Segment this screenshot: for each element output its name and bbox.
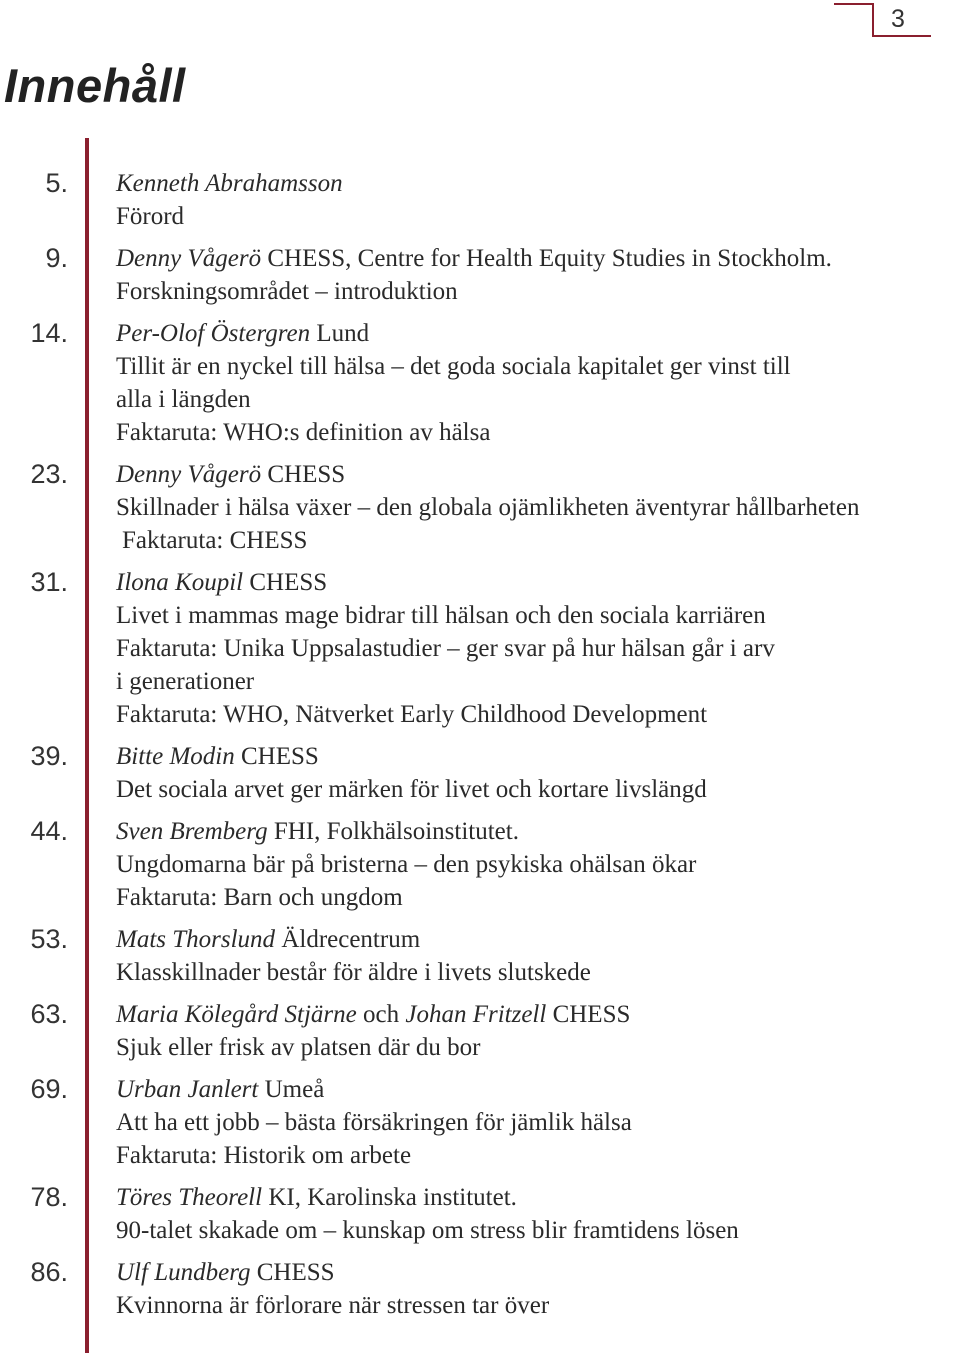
frame-top-line <box>834 3 872 5</box>
page-title: Innehåll <box>4 59 186 112</box>
author-name: Ilona Koupil <box>116 569 244 596</box>
author-name: Bitte Modin <box>116 743 235 770</box>
toc-factbox-line: Faktaruta: CHESS <box>122 527 308 554</box>
author-name: Johan Fritzell <box>405 1001 547 1028</box>
toc-page-number: 31. <box>30 567 68 597</box>
toc-entry-body <box>116 998 960 1064</box>
toc-factbox-line: Faktaruta: Unika Uppsalastudier – ger svar på hur hälsan går i arv <box>116 635 775 662</box>
toc-chapter-title: 90-talet skakade om – kunskap om stress blir framtidens lösen <box>116 1217 739 1244</box>
toc-entry-body <box>116 923 960 989</box>
toc-chapter-title: alla i längden <box>116 386 251 413</box>
toc-page-number: 5. <box>45 168 68 198</box>
author-affiliation: Lund <box>310 320 370 347</box>
author-affiliation: FHI, Folkhälsoinstitutet. <box>267 818 519 845</box>
toc-factbox-line: Faktaruta: Barn och ungdom <box>116 884 403 911</box>
toc-author-line <box>116 167 960 200</box>
toc-chapter-title: Forskningsområdet – introduktion <box>116 278 458 305</box>
toc-factbox-line: Faktaruta: WHO:s definition av hälsa <box>116 419 491 446</box>
author-name: Denny Vågerö <box>116 245 262 272</box>
toc-chapter-title: Att ha ett jobb – bästa försäkringen för jämlik hälsa <box>116 1109 632 1136</box>
toc-entry-body <box>116 1256 960 1322</box>
author-name: Ulf Lundberg <box>116 1259 251 1286</box>
toc-chapter-title: Klasskillnader består för äldre i livets slutskede <box>116 959 591 986</box>
toc-page-number: 39. <box>30 741 68 771</box>
margin-rule <box>85 138 89 1353</box>
author-name: Urban Janlert <box>116 1076 259 1103</box>
author-affiliation: CHESS <box>546 1001 631 1028</box>
frame-bottom-line <box>872 35 931 37</box>
toc-entry-body <box>116 167 960 233</box>
toc-author-line <box>116 458 960 491</box>
toc-page-number: 14. <box>30 318 68 348</box>
toc-page-number: 23. <box>30 459 68 489</box>
toc-page-number: 78. <box>30 1182 68 1212</box>
toc-chapter-title: Det sociala arvet ger märken för livet och kortare livslängd <box>116 776 707 803</box>
toc-author-line <box>116 566 960 599</box>
toc-entry-body <box>116 242 960 308</box>
author-affiliation: Umeå <box>258 1076 325 1103</box>
toc-author-line <box>116 1073 960 1106</box>
toc-chapter-title: i generationer <box>116 668 255 695</box>
author-name: Töres Theorell <box>116 1184 263 1211</box>
author-affiliation: CHESS <box>234 743 319 770</box>
toc-entry-body <box>116 815 960 914</box>
toc-chapter-title: Sjuk eller frisk av platsen där du bor <box>116 1034 481 1061</box>
toc-page-number: 53. <box>30 924 68 954</box>
author-affiliation: CHESS <box>261 461 346 488</box>
page-number-frame <box>834 3 931 37</box>
author-name: Sven Bremberg <box>116 818 268 845</box>
toc-entry-body <box>116 566 960 731</box>
toc-author-line <box>116 317 960 350</box>
toc-author-line <box>116 1256 960 1289</box>
toc-author-line <box>116 923 960 956</box>
toc-entry-body <box>116 458 960 557</box>
author-affiliation: CHESS <box>243 569 328 596</box>
toc-entry-body <box>116 740 960 806</box>
toc-chapter-title: Ungdomarna bär på bristerna – den psykiska ohälsan ökar <box>116 851 697 878</box>
author-affiliation: CHESS <box>250 1259 335 1286</box>
toc-author-line <box>116 1181 960 1214</box>
author-name: Mats Thorslund <box>116 926 276 953</box>
frame-vertical-line <box>872 3 874 37</box>
toc-page-number: 69. <box>30 1074 68 1104</box>
toc-page-number: 63. <box>30 999 68 1029</box>
toc-chapter-title: Livet i mammas mage bidrar till hälsan och den sociala karriären <box>116 602 766 629</box>
toc-chapter-title: Tillit är en nyckel till hälsa – det goda sociala kapitalet ger vinst till <box>116 353 791 380</box>
toc-author-line <box>116 242 960 275</box>
page-number: 3 <box>891 5 905 33</box>
toc-author-line <box>116 998 960 1031</box>
author-name: Per-Olof Östergren <box>116 320 311 347</box>
toc-factbox-line: Faktaruta: WHO, Nätverket Early Childhood Development <box>116 701 708 728</box>
toc-author-line <box>116 740 960 773</box>
toc-entry-body <box>116 1073 960 1172</box>
toc-chapter-title: Skillnader i hälsa växer – den globala ojämlikheten äventyrar hållbarheten <box>116 494 860 521</box>
toc-page-number: 44. <box>30 816 68 846</box>
toc-page-number: 9. <box>45 243 68 273</box>
author-affiliation: CHESS, Centre for Health Equity Studies in Stockholm. <box>261 245 832 272</box>
author-name: Denny Vågerö <box>116 461 262 488</box>
author-affiliation: Äldrecentrum <box>275 926 421 953</box>
toc-chapter-title: Kvinnorna är förlorare när stressen tar över <box>116 1292 550 1319</box>
toc-entry-body <box>116 317 960 449</box>
author-name: Kenneth Abrahamsson <box>116 170 343 197</box>
toc-author-line <box>116 815 960 848</box>
toc-factbox-line: Faktaruta: Historik om arbete <box>116 1142 412 1169</box>
author-affiliation: KI, Karolinska institutet. <box>262 1184 517 1211</box>
toc-page-number: 86. <box>30 1257 68 1287</box>
author-connector: och <box>356 1001 406 1028</box>
author-name: Maria Kölegård Stjärne <box>116 1001 357 1028</box>
toc-chapter-title: Förord <box>116 203 185 230</box>
toc-entry-body <box>116 1181 960 1247</box>
